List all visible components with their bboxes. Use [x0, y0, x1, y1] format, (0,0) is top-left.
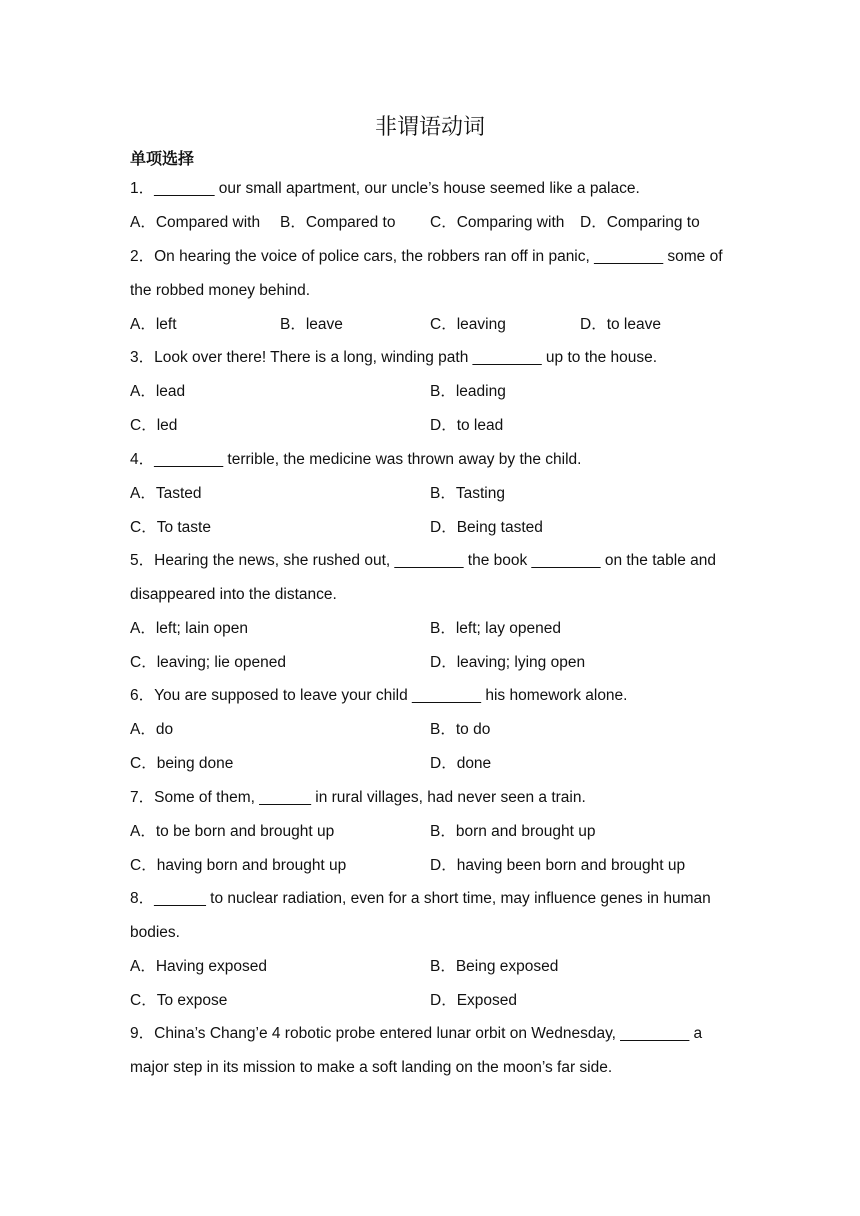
question-2-option-d: D．to leave	[580, 316, 661, 333]
question-6-option-d: D．done	[430, 755, 492, 772]
question-1-text: 1．_______ our small apartment, our uncle’s house seemed like a palace.	[130, 180, 640, 197]
question-3-text: 3．Look over there! There is a long, winding path ________ up to the house.	[130, 349, 658, 366]
question-8-text-line-1: 8．______ to nuclear radiation, even for a short time, may influence genes in human	[130, 890, 711, 907]
question-1-option-d: D．Comparing to	[580, 214, 700, 231]
question-8-option-c: C．To expose	[130, 992, 228, 1009]
question-3-option-b: B．leading	[430, 383, 506, 400]
question-1-option-b: B．Compared to	[280, 214, 396, 231]
question-9-text-line-1: 9．China’s Chang’e 4 robotic probe entered lunar orbit on Wednesday, ________ a	[130, 1025, 703, 1042]
question-8-option-d: D．Exposed	[430, 992, 518, 1009]
question-6-option-b: B．to do	[430, 721, 491, 738]
question-5-option-a: A．left; lain open	[130, 620, 249, 637]
question-3-option-a: A．lead	[130, 383, 186, 400]
question-2-option-b: B．leave	[280, 316, 343, 333]
question-2-option-a: A．left	[130, 316, 177, 333]
question-4-option-b: B．Tasting	[430, 485, 505, 502]
question-1-option-a: A．Compared with	[130, 214, 261, 231]
question-4-option-a: A．Tasted	[130, 485, 202, 502]
question-2-text-line-2: the robbed money behind.	[130, 282, 311, 299]
question-6-option-c: C．being done	[130, 755, 234, 772]
question-7-option-a: A．to be born and brought up	[130, 823, 335, 840]
question-5-text-line-2: disappeared into the distance.	[130, 586, 337, 603]
question-3-option-c: C．led	[130, 417, 178, 434]
question-5-option-b: B．left; lay opened	[430, 620, 561, 637]
question-8-text-line-2: bodies.	[130, 924, 180, 941]
question-2-text-line-1: 2．On hearing the voice of police cars, the robbers ran off in panic, ________ some of	[130, 248, 723, 265]
question-8-option-a: A．Having exposed	[130, 958, 267, 975]
question-8-option-b: B．Being exposed	[430, 958, 559, 975]
question-6-option-a: A．do	[130, 721, 174, 738]
section-heading: 单项选择	[130, 151, 195, 168]
question-5-option-d: D．leaving; lying open	[430, 654, 586, 671]
question-4-option-d: D．Being tasted	[430, 519, 543, 536]
question-7-text: 7．Some of them, ______ in rural villages, had never seen a train.	[130, 789, 586, 806]
question-7-option-c: C．having born and brought up	[130, 857, 347, 874]
question-7-option-b: B．born and brought up	[430, 823, 596, 840]
question-5-text-line-1: 5．Hearing the news, she rushed out, ________ the book ________ on the table and	[130, 552, 717, 569]
question-7-option-d: D．having been born and brought up	[430, 857, 686, 874]
question-2-option-c: C．leaving	[430, 316, 506, 333]
question-5-option-c: C．leaving; lie opened	[130, 654, 286, 671]
question-4-text: 4．________ terrible, the medicine was thrown away by the child.	[130, 451, 582, 468]
question-3-option-d: D．to lead	[430, 417, 504, 434]
page-title: 非谓语动词	[374, 115, 485, 140]
question-6-text: 6．You are supposed to leave your child ________ his homework alone.	[130, 687, 628, 704]
question-1-option-c: C．Comparing with	[430, 214, 565, 231]
question-4-option-c: C．To taste	[130, 519, 211, 536]
question-9-text-line-2: major step in its mission to make a soft landing on the moon’s far side.	[130, 1059, 613, 1076]
